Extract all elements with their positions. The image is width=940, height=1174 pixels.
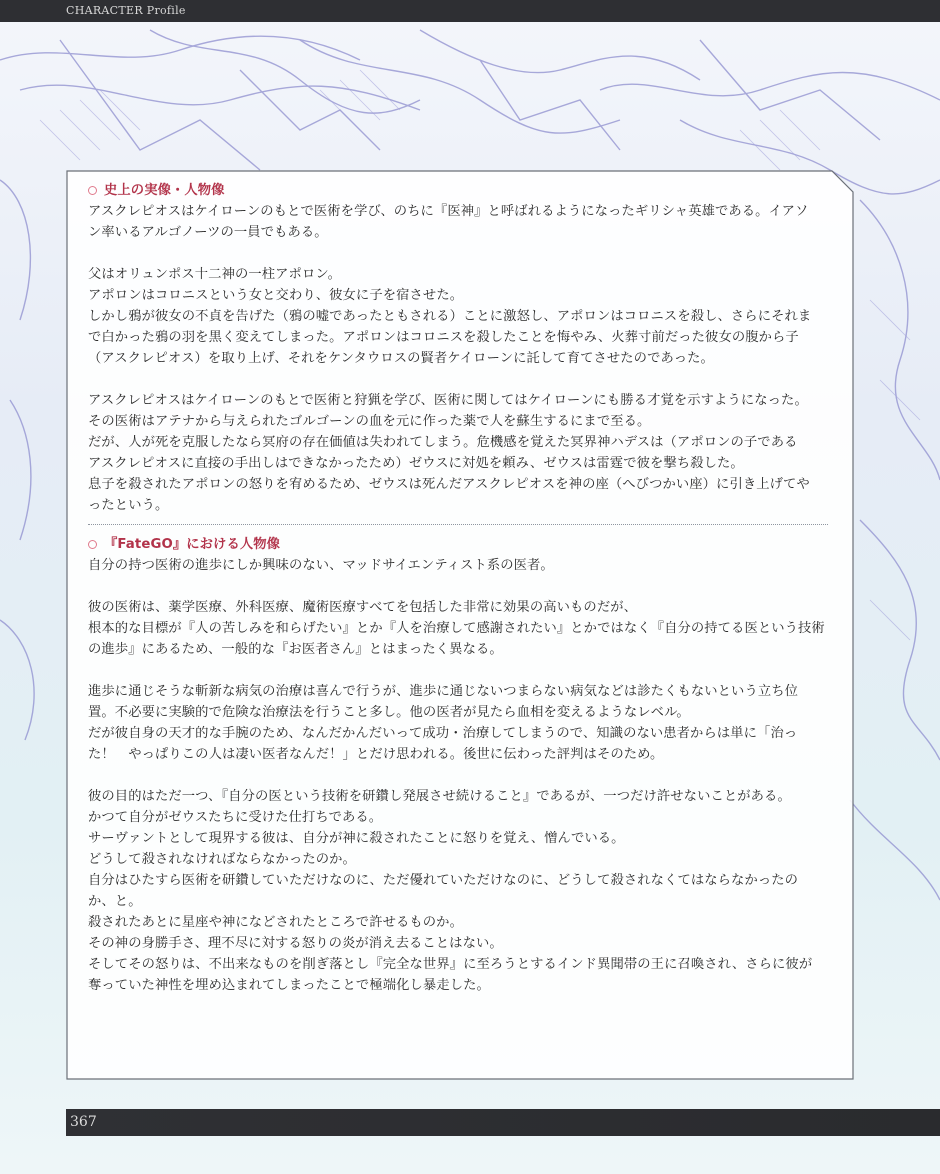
heading-text: 史上の実像・人物像 xyxy=(104,183,225,198)
text-line: 彼の医術は、薬学医療、外科医療、魔術医療すべてを包括した非常に効果の高いものだが、 xyxy=(88,600,638,615)
text-line: アスクレピオスはケイローンのもとで医術と狩猟を学び、医術に関してはケイローンにも勝る才覚を示すようになった。 xyxy=(88,393,808,408)
content-card xyxy=(66,170,854,1080)
paragraph xyxy=(88,390,833,516)
text-line: で白かった鴉の羽を黒く変えてしまった。アポロンはコロニスを殺したことを悔やみ、火葬寸前だった彼女の腹から子 xyxy=(88,330,799,345)
text-line: サーヴァントとして現界する彼は、自分が神に殺されたことに怒りを覚え、憎んでいる。 xyxy=(88,831,625,846)
section-title: CHARACTER Profile xyxy=(66,4,186,17)
circle-bullet-icon xyxy=(88,540,97,549)
text-line: だが彼自身の天才的な手腕のため、なんだかんだいって成功・治療してしまうので、知識のない患者からは単に「治っ xyxy=(88,726,798,741)
text-line: アスクレピオスはケイローンのもとで医術を学び、のちに『医神』と呼ばれるようになったギリシャ英雄である。イアソ xyxy=(88,204,809,219)
text-line: かつて自分がゼウスたちに受けた仕打ちである。 xyxy=(88,810,383,825)
text-line: 根本的な目標が『人の苦しみを和らげたい』とか『人を治療して感謝されたい』とかではなく『自分の持てる医という技術 xyxy=(88,621,825,636)
paragraph xyxy=(88,555,833,576)
text-line: 進歩に通じそうな斬新な病気の治療は喜んで行うが、進歩に通じないつまらない病気などは診たくもないという立ち位 xyxy=(88,684,799,699)
paragraph xyxy=(88,201,833,243)
text-line: そしてその怒りは、不出来なものを削ぎ落とし『完全な世界』に至ろうとするインド異聞帯の王に召喚され、さらに彼が xyxy=(88,957,813,972)
text-line: アスクレピオスに直接の手出しはできなかったため）ゼウスに対処を頼み、ゼウスは雷霆で彼を撃ち殺した。 xyxy=(88,456,744,471)
text-line: （アスクレピオス）を取り上げ、それをケンタウロスの賢者ケイローンに託して育てさせたのであった。 xyxy=(88,351,714,366)
text-line: 彼の目的はただ一つ、『自分の医という技術を研鑽し発展させ続けること』であるが、一つだけ許せないことがある。 xyxy=(88,789,791,804)
text-line: 父はオリュンポス十二神の一柱アポロン。 xyxy=(88,267,342,282)
text-line: 自分の持つ医術の進歩にしか興味のない、マッドサイエンティスト系の医者。 xyxy=(88,558,554,573)
section-heading-fatego xyxy=(88,534,833,555)
heading-text: 『FateGO』における人物像 xyxy=(104,537,281,552)
text-line: 置。不必要に実験的で危険な治療法を行うこと多し。他の医者が見たら血相を変えるようなレベル。 xyxy=(88,705,690,720)
card-content xyxy=(88,180,833,996)
text-line: その医術はアテナから与えられたゴルゴーンの血を元に作った薬で人を蘇生するにまで至る。 xyxy=(88,414,651,429)
dotted-divider xyxy=(88,524,828,525)
paragraph xyxy=(88,786,833,996)
text-line: どうして殺されなければならなかったのか。 xyxy=(88,852,356,867)
text-line: た！ やっぱりこの人は凄い医者なんだ！」とだけ思われる。後世に伝わった評判はそのため。 xyxy=(88,747,664,762)
text-line: 自分はひたすら医術を研鑽していただけなのに、ただ優れていただけなのに、どうして殺されなくてはならなかったの xyxy=(88,873,799,888)
paragraph xyxy=(88,681,833,765)
text-line: か、と。 xyxy=(88,894,142,909)
section-heading-historical xyxy=(88,180,833,201)
footer-bar xyxy=(66,1109,940,1136)
text-line: ン率いるアルゴノーツの一員でもある。 xyxy=(88,225,328,240)
text-line: アポロンはコロニスという女と交わり、彼女に子を宿させた。 xyxy=(88,288,464,303)
page-number: 367 xyxy=(70,1114,97,1130)
text-line: ったという。 xyxy=(88,498,169,513)
text-line: の進歩』にあるため、一般的な『お医者さん』とはまったく異なる。 xyxy=(88,642,503,657)
paragraph xyxy=(88,264,833,369)
text-line: だが、人が死を克服したなら冥府の存在価値は失われてしまう。危機感を覚えた冥界神ハデスは（アポロンの子である xyxy=(88,435,798,450)
text-line: 息子を殺されたアポロンの怒りを宥めるため、ゼウスは死んだアスクレピオスを神の座（へびつかい座）に引き上げてや xyxy=(88,477,810,492)
text-line: その神の身勝手さ、理不尽に対する怒りの炎が消え去ることはない。 xyxy=(88,936,503,951)
text-line: 殺されたあとに星座や神になどされたところで許せるものか。 xyxy=(88,915,463,930)
paragraph xyxy=(88,597,833,660)
header-bar xyxy=(0,0,940,22)
text-line: 奪っていた神性を埋め込まれてしまったことで極端化し暴走した。 xyxy=(88,978,490,993)
text-line: しかし鴉が彼女の不貞を告げた（鴉の嘘であったともされる）ことに激怒し、アポロンはコロニスを殺し、さらにそれま xyxy=(88,309,812,324)
circle-bullet-icon xyxy=(88,186,97,195)
